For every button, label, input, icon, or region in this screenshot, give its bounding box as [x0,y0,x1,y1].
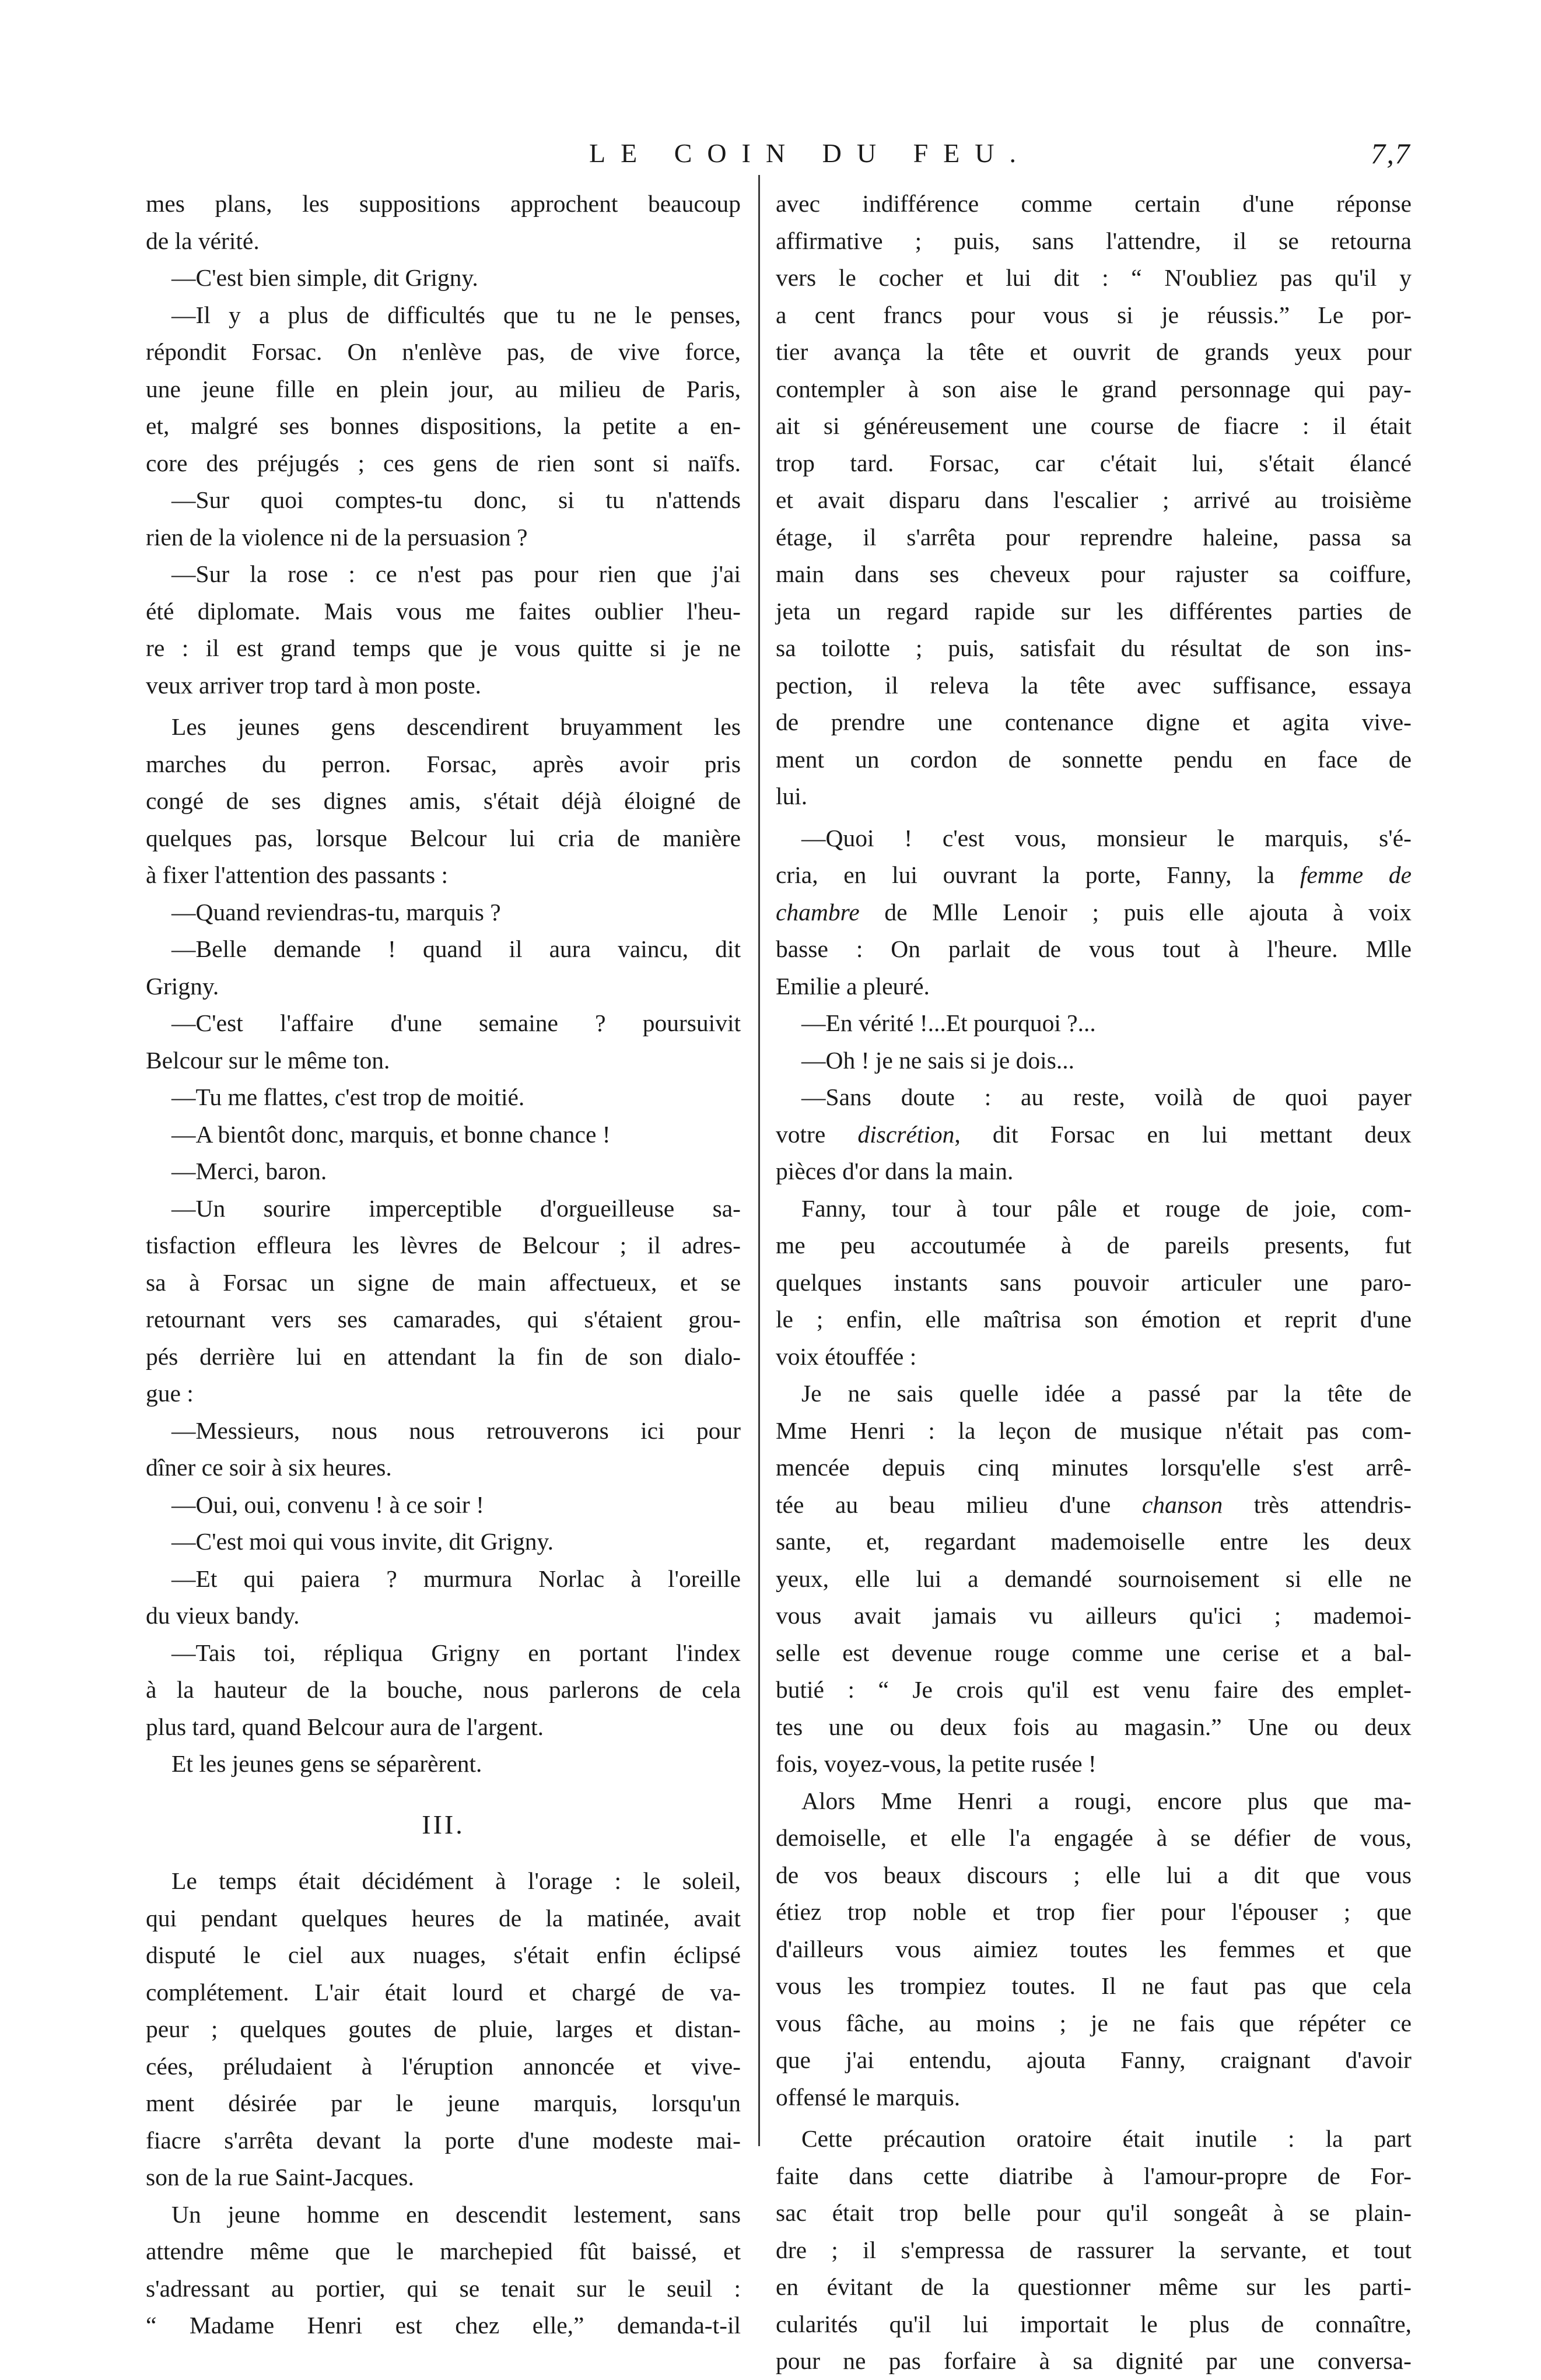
text-line: été diplomate. Mais vous me faites oublier l'heu- [146,597,741,625]
text-line: —Oui, oui, convenu ! à ce soir ! [171,1491,484,1518]
paragraph [146,1005,741,1079]
text-line: pés derrière lui en attendant la fin de son dialo- [146,1343,741,1370]
text-line: attendre même que le marchepied fût baissé, et [146,2238,741,2265]
text-line: ment un cordon de sonnette pendu en face de [776,745,1412,773]
text-line: fois, voyez-vous, la petite rusée ! [776,1750,1097,1777]
italic-text: chambre [776,898,860,926]
text-line: qui pendant quelques heures de la matinée, avait [146,1904,741,1932]
text-line: peur ; quelques goutes de pluie, larges et distan- [146,2016,741,2042]
paragraph [146,1079,741,1116]
text-line: Belcour sur le même ton. [146,1046,390,1074]
text-line: vous fâche, au moins ; je ne fais que répéter ce [776,2009,1412,2037]
paragraph [776,1783,1412,2116]
paragraph [146,297,741,482]
paragraph [146,482,741,556]
text-line: main dans ses cheveux pour rajuster sa coiffure, [776,560,1412,587]
text-line: vous les trompiez toutes. Il ne faut pas que cela [776,1972,1412,1999]
paragraph [146,1153,741,1190]
text-line: Je ne sais quelle idée a passé par la tête de [801,1380,1412,1407]
text-line: sac était trop belle pour qu'il songeât à se plain- [776,2199,1412,2226]
paragraph [776,1190,1412,1376]
text-line: plus tard, quand Belcour aura de l'argent. [146,1713,544,1740]
text-line: —Messieurs, nous nous retrouverons ici pour [171,1417,741,1444]
text-line: —C'est bien simple, dit Grigny. [171,264,478,291]
text-line: —Tu me flattes, c'est trop de moitié. [171,1084,525,1110]
text-line: de prendre une contenance digne et agita vive- [776,709,1412,735]
text-line [776,857,1412,894]
italic-text: discrétion [857,1120,955,1148]
text-line: —Tais toi, répliqua Grigny en portant l'index [171,1639,741,1666]
paragraph [146,894,741,931]
text-line: congé de ses dignes amis, s'était déjà éloigné de [146,787,741,814]
text-line: demoiselle, et elle l'a engagée à se défier de vous, [776,1824,1412,1851]
text-line: mencée depuis cinq minutes lorsqu'elle s'est arrê- [776,1454,1412,1481]
text-line: étage, il s'arrêta pour reprendre haleine, passa sa [776,523,1412,551]
paragraph [776,820,1412,1005]
text-line: rien de la violence ni de la persuasion ? [146,523,528,551]
right-column [776,185,1412,2374]
text-line: disputé le ciel aux nuages, s'était enfin éclipsé [146,1941,741,1968]
text-line: une jeune fille en plein jour, au milieu de Paris, [146,375,741,402]
text-line: voix étouffée : [776,1343,917,1370]
text-line: faite dans cette diatribe à l'amour-propre de For- [776,2162,1412,2189]
text-line: fiacre s'arrêta devant la porte d'une modeste mai- [146,2126,741,2154]
paragraph [146,1190,741,1412]
text-line: —En vérité !...Et pourquoi ?... [801,1010,1096,1036]
text-line: selle est devenue rouge comme une cerise et a bal- [776,1639,1412,1666]
text-line: Mme Henri : la leçon de musique n'était pas com- [776,1417,1412,1444]
text-run: tée au beau milieu d'une [776,1491,1142,1518]
text-line: Grigny. [146,972,219,1000]
paragraph [146,1523,741,1561]
paragraph [776,185,1412,815]
text-line: de vos beaux discours ; elle lui a dit que vous [776,1861,1412,1888]
text-line: quelques pas, lorsque Belcour lui cria de manière [146,824,741,851]
text-line: à fixer l'attention des passants : [146,861,449,888]
text-line: vers le cocher et lui dit : “ N'oubliez pas qu'il y [776,264,1412,291]
text-line: core des préjugés ; ces gens de rien sont si naïfs. [146,449,741,476]
paragraph [146,1745,741,1783]
text-line [776,1487,1412,1524]
text-line: offensé le marquis. [776,2083,961,2111]
paragraph [776,1042,1412,1079]
text-line: s'adressant au portier, qui se tenait sur le seuil : [146,2274,741,2302]
text-run: votre [776,1120,858,1148]
text-line: répondit Forsac. On n'enlève pas, de vive force, [146,338,741,365]
text-line: ait si généreusement une course de fiacre : il était [776,412,1412,439]
text-line: avec indifférence comme certain d'une réponse [776,190,1412,217]
text-line: —Et qui paiera ? murmura Norlac à l'oreille [171,1565,741,1592]
text-line: Cette précaution oratoire était inutile : la part [801,2125,1412,2152]
text-line: —C'est l'affaire d'une semaine ? poursuivit [171,1010,741,1036]
text-line: à la hauteur de la bouche, nous parlerons de cela [146,1676,741,1703]
paragraph [146,2196,741,2344]
text-line: —Merci, baron. [171,1158,327,1184]
text-line: quelques instants sans pouvoir articuler une paro- [776,1268,1412,1296]
text-line: —A bientôt donc, marquis, et bonne chance ! [171,1120,611,1148]
text-line: du vieux bandy. [146,1602,300,1629]
paragraph [776,1079,1412,1190]
text-line: Alors Mme Henri a rougi, encore plus que ma- [801,1787,1412,1814]
text-line: en évitant de la questionner même sur les parti- [776,2273,1412,2300]
text-line: cées, préludaient à l'éruption annoncée et vive- [146,2052,741,2080]
text-line: Le temps était décidément à l'orage : le soleil, [171,1867,741,1894]
paragraph [146,260,741,297]
text-line: marches du perron. Forsac, après avoir pris [146,750,741,777]
text-line: —Sans doute : au reste, voilà de quoi payer [801,1084,1412,1110]
text-line: sa toilotte ; puis, satisfait du résultat de son ins- [776,635,1412,661]
text-line [776,1116,1412,1154]
section-heading: III. [422,1809,465,1839]
text-line: re : il est grand temps que je vous quitte si je ne [146,635,741,661]
text-line: tier avança la tête et ouvrit de grands yeux pour [776,338,1412,365]
text-line: affirmative ; puis, sans l'attendre, il se retourna [776,227,1412,254]
paragraph [146,1412,741,1487]
page-number: 7‚7 [1371,137,1410,170]
paragraph [146,185,741,260]
text-line [776,894,1412,931]
text-run: de Mlle Lenoir ; puis elle ajouta à voix [859,898,1412,926]
text-line: Un jeune homme en descendit lestement, sans [171,2200,741,2228]
text-line: d'ailleurs vous aimiez toutes les femmes et que [776,1935,1412,1962]
text-line: jeta un regard rapide sur les différentes parties de [776,597,1412,625]
text-line: que j'ai entendu, ajouta Fanny, craignant d'avoir [776,2046,1412,2073]
text-line: et, malgré ses bonnes dispositions, la petite a en- [146,412,741,439]
paragraph [146,1635,741,1746]
text-run: , dit Forsac en lui mettant deux [954,1120,1412,1148]
paragraph [146,1116,741,1154]
left-column [146,185,741,2339]
paragraph [146,556,741,704]
text-line: —Quoi ! c'est vous, monsieur le marquis, s'é- [801,824,1412,851]
paragraph [146,1487,741,1524]
text-line: sante, et, regardant mademoiselle entre les deux [776,1528,1412,1555]
text-line: retournant vers ses camarades, qui s'étaient grou- [146,1306,741,1333]
text-line: ment désirée par le jeune marquis, lorsqu'un [146,2090,741,2116]
text-line: gue : [146,1380,194,1407]
text-line: veux arriver trop tard à mon poste. [146,671,482,699]
paragraph [146,931,741,1005]
text-line: basse : On parlait de vous tout à l'heure. Mlle [776,935,1412,962]
italic-text: chanson [1141,1491,1223,1518]
italic-text: femme de [1300,861,1412,888]
text-line: —C'est moi qui vous invite, dit Grigny. [171,1528,554,1555]
paragraph [146,1561,741,1635]
text-line: —Un sourire imperceptible d'orgueilleuse sa- [171,1194,741,1222]
text-line: et avait disparu dans l'escalier ; arrivé au troisième [776,486,1412,513]
paragraph [146,1863,741,2196]
text-line: tisfaction effleura les lèvres de Belcour ; il adres- [146,1232,741,1259]
text-line: pièces d'or dans la main. [776,1158,1014,1184]
text-run: très attendris- [1223,1491,1412,1518]
text-line: me peu accoutumée à de pareils presents, fut [776,1232,1412,1259]
text-line: Les jeunes gens descendirent bruyamment les [171,713,741,740]
text-line: —Il y a plus de difficultés que tu ne le penses, [171,301,741,328]
text-line: dîner ce soir à six heures. [146,1454,392,1481]
column-divider [758,175,760,2146]
text-line: trop tard. Forsac, car c'était lui, s'était élancé [776,449,1412,476]
text-line: Fanny, tour à tour pâle et rouge de joie, com- [801,1194,1412,1222]
text-line: son de la rue Saint-Jacques. [146,2164,414,2190]
text-line: tes une ou deux fois au magasin.” Une ou deux [776,1713,1412,1740]
paragraph [146,709,741,894]
text-line: —Sur quoi comptes-tu donc, si tu n'attends [171,486,741,513]
text-run: cria, en lui ouvrant la porte, Fanny, la [776,861,1300,888]
running-title: LE COIN DU FEU. [589,138,1031,168]
text-line: butié : “ Je crois qu'il est venu faire des emplet- [776,1676,1412,1703]
text-line: étiez trop noble et trop fier pour l'épouser ; que [776,1898,1412,1925]
text-line: Et les jeunes gens se séparèrent. [171,1750,482,1777]
text-line: sa à Forsac un signe de main affectueux, et se [146,1268,741,1296]
paragraph [776,1375,1412,1783]
text-line: “ Madame Henri est chez elle,” demanda-t-il [146,2312,741,2339]
paragraph [776,2120,1412,2380]
text-line: yeux, elle lui a demandé sournoisement si elle ne [776,1565,1412,1592]
text-line: Emilie a pleuré. [776,972,930,1000]
text-line: a cent francs pour vous si je réussis.” Le por- [776,301,1412,328]
text-line: lui. [776,783,808,809]
text-line: dre ; il s'empressa de rassurer la servante, et tout [776,2236,1412,2263]
paragraph [776,1005,1412,1042]
text-line: de la vérité. [146,227,260,254]
text-line: pection, il releva la tête avec suffisance, essaya [776,671,1412,699]
text-line: le ; enfin, elle maîtrisa son émotion et reprit d'une [776,1306,1412,1333]
text-line: —Quand reviendras-tu, marquis ? [171,898,501,926]
text-line: complétement. L'air était lourd et chargé de va- [146,1978,741,2006]
text-line: pour ne pas forfaire à sa dignité par une conversa- [776,2347,1412,2374]
text-line: —Oh ! je ne sais si je dois... [801,1046,1074,1074]
text-line: contempler à son aise le grand personnage qui pay- [776,375,1412,402]
text-line: vous avait jamais vu ailleurs qu'ici ; mademoi- [776,1602,1412,1629]
page-header [0,133,1541,174]
text-line: —Belle demande ! quand il aura vaincu, dit [171,935,741,962]
text-line: mes plans, les suppositions approchent beaucoup [146,190,741,217]
text-line: cularités qu'il lui importait le plus de connaître, [776,2310,1412,2337]
text-line: —Sur la rose : ce n'est pas pour rien que j'ai [171,560,741,587]
